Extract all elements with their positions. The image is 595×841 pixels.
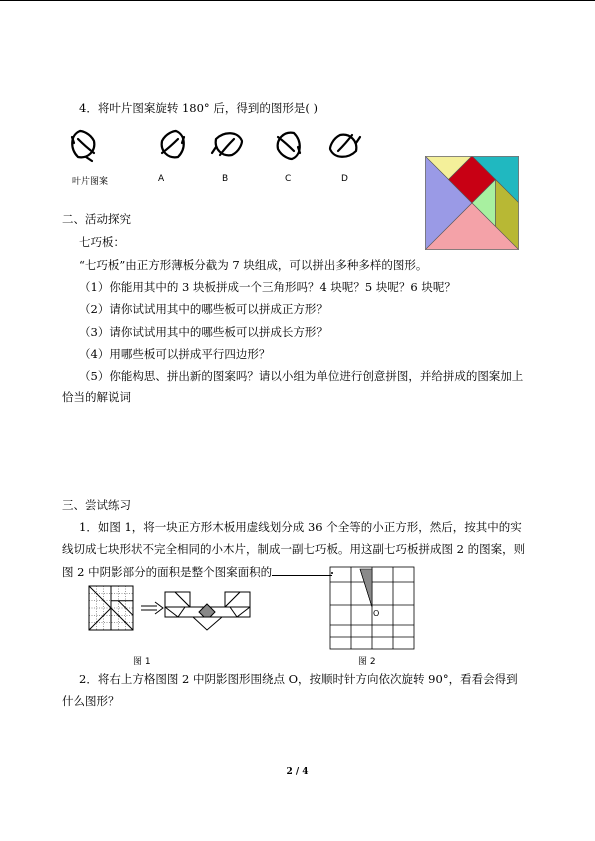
tangram-figure xyxy=(425,156,519,250)
section-3-p2-line2: 什么图形？ xyxy=(62,694,120,708)
leaf-c xyxy=(278,133,300,159)
question-4: 4．将叶片图案旋转 180° 后，得到的图形是( ) xyxy=(79,101,318,115)
leaf-original xyxy=(72,131,94,161)
section-3-p2-line1: 2．将右上方格图图 2 中阴影图形围绕点 O，按顺时针方向依次旋转 90°，看看会得到 xyxy=(79,672,518,686)
section-3-p1-line1: 1．如图 1，将一块正方形木板用虚线划分成 36 个全等的小正方形，然后，按其中的实 xyxy=(79,520,522,534)
leaf-label-d: D xyxy=(341,174,348,184)
leaf-figures xyxy=(62,123,372,188)
section-2-item-2: （2）请你试试用其中的哪些板可以拼成正方形？ xyxy=(79,302,328,316)
figure-1-caption: 图 1 xyxy=(133,657,151,667)
leaf-label-original: 叶片图案 xyxy=(72,177,109,187)
section-2-sub: 七巧板： xyxy=(79,235,125,249)
fig2-corner-dot xyxy=(331,572,333,574)
section-3-heading: 三、尝试练习 xyxy=(62,498,131,512)
answer-blank[interactable] xyxy=(272,564,332,576)
figure-2-caption: 图 2 xyxy=(358,657,376,667)
section-2-item-4: （4）用哪些板可以拼成平行四边形？ xyxy=(79,347,271,361)
header-rule xyxy=(0,0,595,1)
fig1-crown-pattern xyxy=(165,592,250,630)
section-3-p1-line3: 图 2 中阴影部分的面积是整个图案面积的 xyxy=(62,564,332,579)
figure-1 xyxy=(85,582,260,642)
leaf-b xyxy=(212,133,242,155)
section-2-intro: “七巧板”由正方形薄板分截为 7 块组成，可以拼出多种多样的图形。 xyxy=(79,258,428,272)
page-number: 2 / 4 xyxy=(286,767,309,777)
leaf-label-a: A xyxy=(158,174,165,184)
fig1-arrow-icon xyxy=(141,602,163,614)
fig2-point-o: O xyxy=(373,609,380,618)
section-2-item-3: （3）请你试试用其中的哪些板可以拼成长方形？ xyxy=(79,325,328,339)
section-3-p1-line2: 线切成七块形状不完全相同的小木片，制成一副七巧板。用这副七巧板拼成图 2 的图案，则 xyxy=(62,542,526,556)
leaf-label-c: C xyxy=(285,174,292,184)
leaf-d xyxy=(330,135,360,157)
fig1-grid-square xyxy=(89,586,133,630)
section-2-item-5: （5）你能构思、拼出新的图案吗？请以小组为单位进行创意拼图，并给拼成的图案加上 xyxy=(79,369,524,383)
leaf-a xyxy=(162,131,184,157)
figure-2 xyxy=(328,565,416,651)
section-2-item-5-cont: 恰当的解说词 xyxy=(62,390,131,404)
section-2-item-1: （1）你能用其中的 3 块板拼成一个三角形吗？4 块呢？5 块呢？6 块呢？ xyxy=(79,280,456,294)
leaf-label-b: B xyxy=(222,174,229,184)
section-2-heading: 二、活动探究 xyxy=(62,212,131,226)
